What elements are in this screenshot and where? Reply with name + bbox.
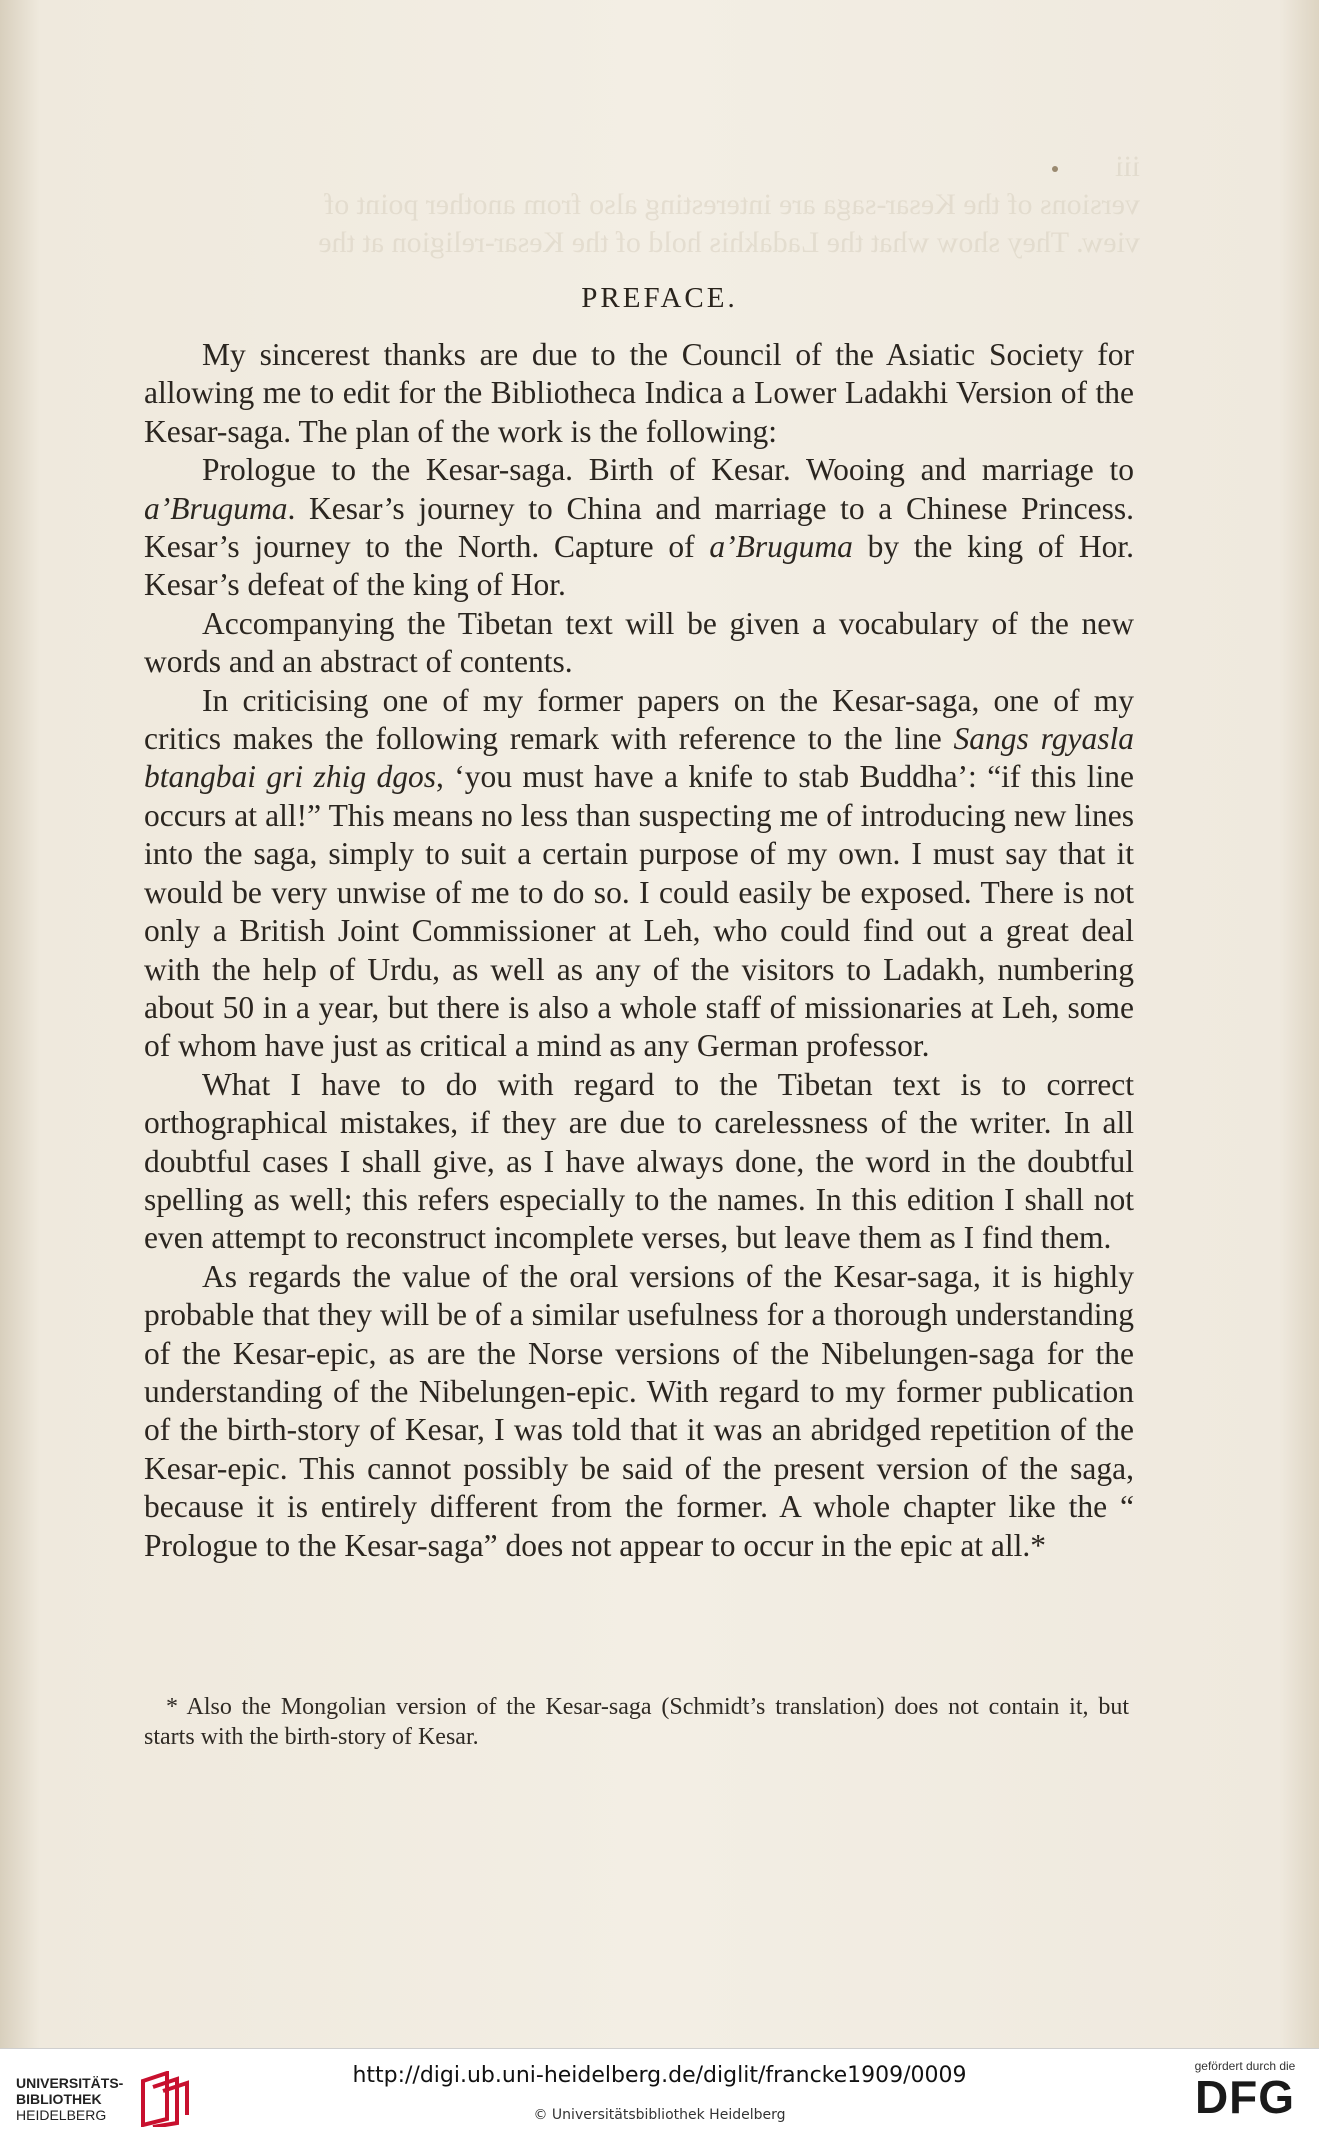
italic-run: a’Bruguma (709, 529, 853, 565)
text-run: , ‘you must have a knife to stab Buddha’: “if this line occurs at all!” This means no less than suspecting me of introducing new lines into the saga, simply to suit a certain purpose of my own. I must say that it would be very unwise of me to do so. I could easily be exposed. There is not only a British Joint Commissioner at Leh, who could find out a great deal with the help of Urdu, as well as any of the visitors to Ladakh, numbering about 50 in a year, but there is also a whole staff of missionaries at Leh, some of whom have just as critical a mind as any German professor. (144, 759, 1134, 1064)
paragraph (144, 1066, 1134, 1258)
paragraph (144, 451, 1134, 605)
library-name-line: BIBLIOTHEK (16, 2091, 102, 2107)
text-run: by the king of Hor. Kesar’s defeat of the king of Hor. (144, 529, 1134, 603)
copyright-notice: © Universitätsbibliothek Heidelberg (533, 2107, 786, 2123)
page-title: PREFACE. (581, 282, 738, 314)
paragraph (144, 336, 1134, 451)
dfg-logo-text: DFG (1194, 2071, 1296, 2123)
bleed-through-text: iii (1114, 150, 1140, 183)
italic-run: a’Bruguma (144, 490, 288, 526)
funder-logo[interactable] (1185, 2059, 1305, 2131)
funder-caption: gefördert durch die (1194, 2059, 1296, 2073)
footnote: * Also the Mongolian version of the Kesar-saga (Schmidt’s translation) does not contain it, but starts with the birth-story of Kesar. (144, 1694, 1129, 1750)
text-run: Accompanying the Tibetan text will be given a vocabulary of the new words and an abstract of contents. (144, 605, 1134, 680)
text-run: What I have to do with regard to the Tibetan text is to correct orthographical mistakes, if they are due to carelessness of the writer. In all doubtful cases I shall give, as I have always done, the word in the doubtful spelling as well; this refers especially to the names. In this edition I shall not even attempt to reconstruct incomplete verses, but leave them as I find them. (144, 1066, 1134, 1256)
viewer-footer (0, 2048, 1319, 2139)
paragraph (144, 605, 1134, 682)
text-run: In criticising one of my former papers on the Kesar-saga, one of my critics makes the following remark with reference to the line (144, 682, 1134, 757)
bleed-through-text: view. They show what the Ladakhis hold of the Kesar-religion at the (318, 226, 1140, 259)
library-name-line: HEIDELBERG (16, 2107, 107, 2123)
text-run: Prologue to the Kesar-saga. Birth of Kesar. Wooing and marriage to (202, 452, 1134, 488)
bleed-through-text: versions of the Kesar-saga are interesting also from another point of (324, 188, 1140, 221)
text-run: . Kesar’s journey to China and marriage to a Chinese Princess. Kesar’s journey to the North. Capture of (144, 490, 1134, 565)
text-run: As regards the value of the oral versions of the Kesar-saga, it is highly probable that they will be of a similar usefulness for a thorough understanding of the Kesar-epic, as are the Norse versions of the Nibelungen-saga for the understanding of the Nibelungen-epic. With regard to my former publication of the birth-story of Kesar, I was told that it was an abridged repetition of the Kesar-epic. This cannot possibly be said of the present version of the saga, because it is entirely different from the former. A whole chapter like the “ Prologue to the Kesar-saga” does not appear to occur in the epic at all.* (144, 1258, 1134, 1563)
paragraph (144, 682, 1134, 1066)
italic-run: Sangs rgyasla btangbai gri zhig dgos (144, 721, 1134, 795)
permalink-url[interactable]: http://digi.ub.uni-heidelberg.de/diglit/francke1909/0009 (352, 2063, 967, 2088)
paragraph (144, 1258, 1134, 1565)
library-name-line: UNIVERSITÄTS- (16, 2075, 124, 2091)
preface-body (144, 336, 1134, 1565)
text-run: My sincerest thanks are due to the Council of the Asiatic Society for allowing me to edit for the Bibliotheca Indica a Lower Ladakhi Version of the Kesar-saga. The plan of the work is the following: (144, 337, 1134, 449)
